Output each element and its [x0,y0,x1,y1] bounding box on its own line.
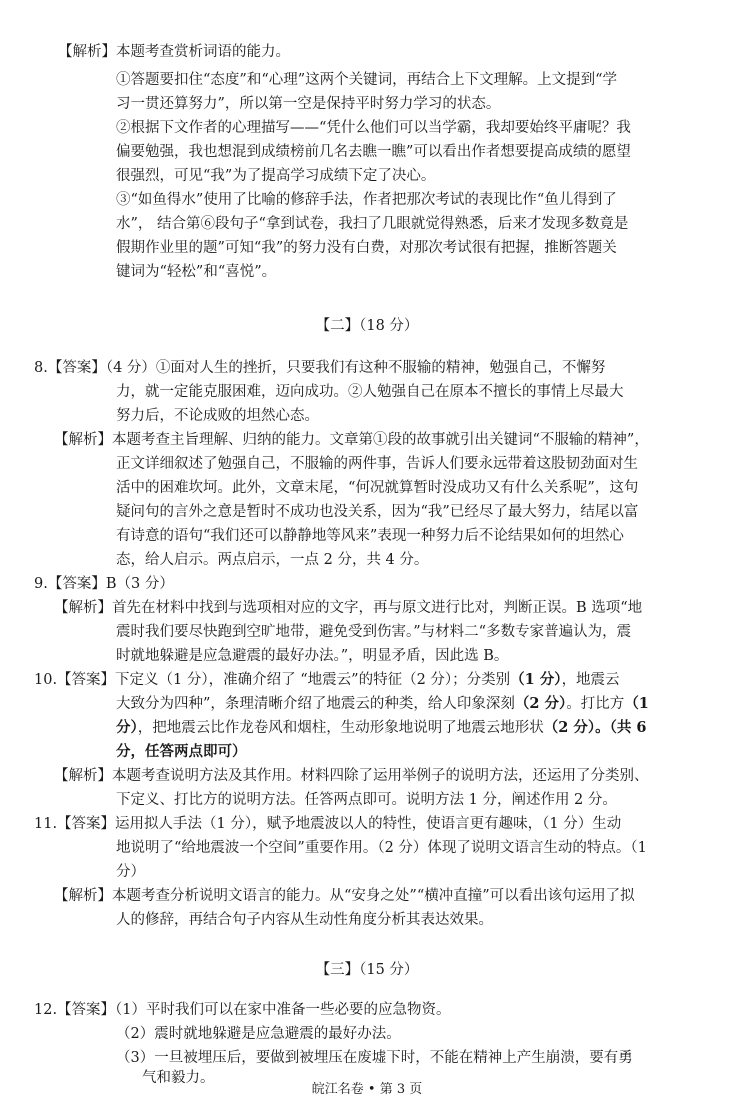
q10-score-3b: 分） [116,719,138,736]
q8-analysis-line-5: 有诗意的语句“我们还可以静静地等风来”表现一种努力后不论结果如何的坦然心 [116,528,624,544]
q10-answer-line-3 [116,718,647,738]
analysis-point-2-line-1: ②根据下文作者的心理描写——“凭什么他们可以当学霸，我却要始终平庸呢？我 [116,120,631,136]
section-2-heading: 【二】（18 分） [315,318,419,334]
q12-answer-line-3: （3）一旦被埋压后，要做到被埋压在废墟下时，不能在精神上产生崩溃，要有勇 [116,1050,633,1066]
analysis-point-2-line-2: 偏要勉强，我也想混到成绩榜前几名去瞧一瞧”可以看出作者想要提高成绩的愿望 [116,144,631,160]
q8-analysis-line-6: 态，给人启示。两点启示，一点 2 分，共 4 分。 [116,552,429,568]
q10-score-1: （1 分） [510,671,562,688]
analysis-point-1-line-1: ①答题要扣住“态度”和“心理”这两个关键词，再结合上下文理解。上文提到“学 [116,72,618,88]
q11-analysis-line-1: 【解析】本题考查分析说明文语言的能力。从“安身之处”“横冲直撞”可以看出该句运用了拟 [54,888,635,904]
q8-analysis-line-2: 正文详细叙述了勉强自己，不服输的两件事，告诉人们要永远带着这股韧劲面对生 [116,456,638,472]
analysis-point-3-line-1: ③“如鱼得水”使用了比喻的修辞手法，作者把那次考试的表现比作“鱼儿得到了 [116,192,617,208]
q10-analysis-line-1: 【解析】本题考查说明方法及其作用。材料四除了运用举例子的说明方法，还运用了分类别、 [54,768,649,784]
q9-answer: 9.【答案】B（3 分） [34,576,174,592]
q10-score-4: （2 分）。（共 6 [543,719,647,736]
q8-answer-line-2: 力，就一定能克服困难，迈向成功。②人勉强自己在原本不擅长的事情上尽最大 [116,384,624,400]
q12-answer-line-1: 12.【答案】（1）平时我们可以在家中准备一些必要的应急物资。 [34,1002,451,1018]
q11-analysis-line-2: 人的修辞，再结合句子内容从生动性角度分析其表达效果。 [116,912,493,928]
q11-answer-line-3: 分） [116,864,145,880]
q10-score-3a: （1 [624,695,649,712]
q10-score-2: （2 分） [514,695,567,712]
q12-answer-line-4: 气和毅力。 [142,1070,215,1086]
page-footer: 皖江名卷 • 第 3 页 [311,1082,423,1097]
q12-answer-line-2: （2）震时就地躲避是应急避震的最好办法。 [116,1026,401,1042]
q9-analysis-line-3: 时就地躲避是应急避震的最好办法。”，明显矛盾，因此选 B。 [116,648,509,664]
q8-answer-line-3: 努力后，不论成败的坦然心态。 [116,408,319,424]
analysis-point-3-line-4: 键词为“轻松”和“喜悦”。 [116,264,277,280]
analysis-point-1-line-2: 习一贯还算努力”，所以第一空是保持平时努力学习的状态。 [116,96,501,112]
section-3-heading: 【三】（15 分） [315,962,419,978]
q11-answer-line-2: 地说明了“给地震波一个空间”重要作用。（2 分）体现了说明文语言生动的特点。（1 [116,840,647,856]
q10-analysis-line-2: 下定义、打比方的说明方法。任答两点即可。说明方法 1 分，阐述作用 2 分。 [116,792,617,808]
q10-text-2a: 大致分为四种”，条理清晰介绍了地震云的种类，给人印象深刻 [116,696,515,712]
analysis-point-3-line-3: 假期作业里的题”可知“我”的努力没有白费，对那次考试很有把握，推断答题关 [116,240,617,256]
q8-analysis-line-3: 活中的困难坎坷。此外，文章末尾，“何况就算暂时没成功又有什么关系呢”，这句 [116,480,639,496]
q11-answer-line-1: 11.【答案】运用拟人手法（1 分），赋予地震波以人的特性，使语言更有趣味，（1 分）生动 [34,816,622,832]
q9-analysis-line-2: 震时我们要尽快跑到空旷地带，避免受到伤害。”与材料二“多数专家普遍认为，震 [116,624,632,640]
q8-analysis-line-4: 疑问句的言外之意是暂时不成功也没关系，因为“我”已经尽了最大努力，结尾以富 [116,504,639,520]
q10-answer-line-1 [34,670,620,690]
q10-text-1c: ，地震云 [561,672,620,688]
analysis-point-3-line-2: 水”， 结合第⑥段句子“拿到试卷，我扫了几眼就觉得熟悉，后来才发现多数竟是 [116,216,629,232]
analysis-intro: 【解析】本题考查赏析词语的能力。 [58,44,290,60]
analysis-point-2-line-3: 很强烈，可见“我”为了提高学习成绩下定了决心。 [116,168,436,184]
q8-answer-line-1: 8.【答案】（4 分）①面对人生的挫折，只要我们有这种不服输的精神，勉强自己，不懈努 [34,360,606,376]
q8-analysis-line-1: 【解析】本题考查主旨理解、归纳的能力。文章第①段的故事就引出关键词“不服输的精神”， [54,432,649,448]
q10-text-2c: 。打比方 [566,696,625,712]
q10-text-3b: ，把地震云比作龙卷风和烟柱，生动形象地说明了地震云地形状 [137,720,544,736]
q10-answer-line-2 [116,694,649,714]
q9-analysis-line-1: 【解析】首先在材料中找到与选项相对应的文字，再与原文进行比对，判断正误。B 选项“地 [54,600,643,616]
q10-text-1a: 10.【答案】下定义（1 分），准确介绍了 “地震云”的特征（2 分）；分类别 [34,672,511,688]
q10-answer-line-4: 分，任答两点即可） [116,743,247,760]
